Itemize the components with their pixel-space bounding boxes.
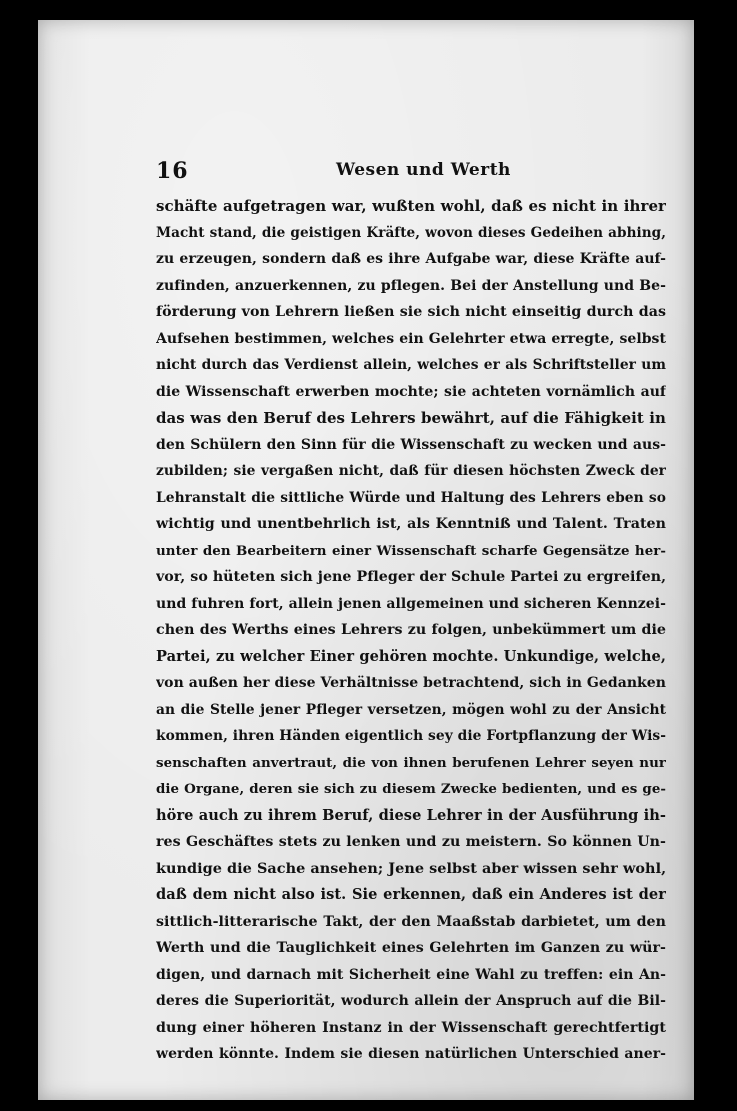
page-header — [156, 158, 686, 184]
text-line: die Organe, deren sie sich zu diesem Zwecke bedienten, und es ge- — [156, 781, 666, 797]
text-line: digen, und darnach mit Sicherheit eine Wahl zu treffen: ein An- — [156, 966, 666, 983]
text-line: deres die Superiorität, wodurch allein der Anspruch auf die Bil- — [156, 993, 666, 1009]
text-line: zufinden, anzuerkennen, zu pflegen. Bei der Anstellung und Be- — [156, 277, 666, 294]
book-page — [38, 20, 694, 1100]
text-line: höre auch zu ihrem Beruf, diese Lehrer in der Ausführung ih- — [156, 806, 666, 824]
text-line: werden könnte. Indem sie diesen natürlichen Unterschied aner- — [156, 1046, 666, 1062]
text-line: Werth und die Tauglichkeit eines Gelehrten im Ganzen zu wür- — [156, 940, 666, 956]
text-line: unter den Bearbeitern einer Wissenschaft scharfe Gegensätze her- — [156, 542, 666, 559]
text-line: daß dem nicht also ist. Sie erkennen, daß ein Anderes ist der — [156, 886, 666, 903]
text-line: res Geschäftes stets zu lenken und zu meistern. So können Un- — [156, 834, 666, 850]
text-line: die Wissenschaft erwerben mochte; sie achteten vornämlich auf — [156, 383, 666, 400]
text-line: von außen her diese Verhältnisse betrachtend, sich in Gedanken — [156, 675, 666, 691]
text-line: Lehranstalt die sittliche Würde und Haltung des Lehrers eben so — [156, 489, 666, 506]
text-line: kommen, ihren Händen eigentlich sey die Fortpflanzung der Wis- — [156, 728, 666, 744]
text-line: wichtig und unentbehrlich ist, als Kenntniß und Talent. Traten — [156, 516, 666, 532]
text-line: sittlich-litterarische Takt, der den Maaßstab darbietet, um den — [156, 913, 666, 930]
text-line: zubilden; sie vergaßen nicht, daß für diesen höchsten Zweck der — [156, 463, 666, 479]
text-line: senschaften anvertraut, die von ihnen berufenen Lehrer seyen nur — [156, 754, 666, 771]
text-line: Aufsehen bestimmen, welches ein Gelehrter etwa erregte, selbst — [156, 330, 666, 347]
text-line: das was den Beruf des Lehrers bewährt, auf die Fähigkeit in — [156, 409, 666, 427]
text-line: den Schülern den Sinn für die Wissenschaft zu wecken und aus- — [156, 436, 666, 453]
text-line: und fuhren fort, allein jenen allgemeinen und sicheren Kennzei- — [156, 595, 666, 612]
text-line: kundige die Sache ansehen; Jene selbst aber wissen sehr wohl, — [156, 859, 666, 877]
text-line: chen des Werths eines Lehrers zu folgen, unbekümmert um die — [156, 622, 666, 638]
text-line: Partei, zu welcher Einer gehören mochte. Unkundige, welche, — [156, 647, 666, 665]
text-line: förderung von Lehrern ließen sie sich nicht einseitig durch das — [156, 304, 666, 320]
text-line: Macht stand, die geistigen Kräfte, wovon dieses Gedeihen abhing, — [156, 224, 666, 241]
page-number: 16 — [156, 158, 189, 184]
text-line: vor, so hüteten sich jene Pfleger der Schule Partei zu ergreifen, — [156, 569, 666, 585]
body-text — [156, 193, 666, 1068]
text-line: dung einer höheren Instanz in der Wissenschaft gerechtfertigt — [156, 1019, 666, 1036]
text-line: schäfte aufgetragen war, wußten wohl, daß es nicht in ihrer — [156, 197, 666, 215]
running-head: Wesen und Werth — [336, 160, 511, 180]
text-line: an die Stelle jener Pfleger versetzen, mögen wohl zu der Ansicht — [156, 701, 666, 718]
text-line: nicht durch das Verdienst allein, welches er als Schriftsteller um — [156, 357, 666, 373]
text-line: zu erzeugen, sondern daß es ihre Aufgabe war, diese Kräfte auf- — [156, 251, 666, 267]
